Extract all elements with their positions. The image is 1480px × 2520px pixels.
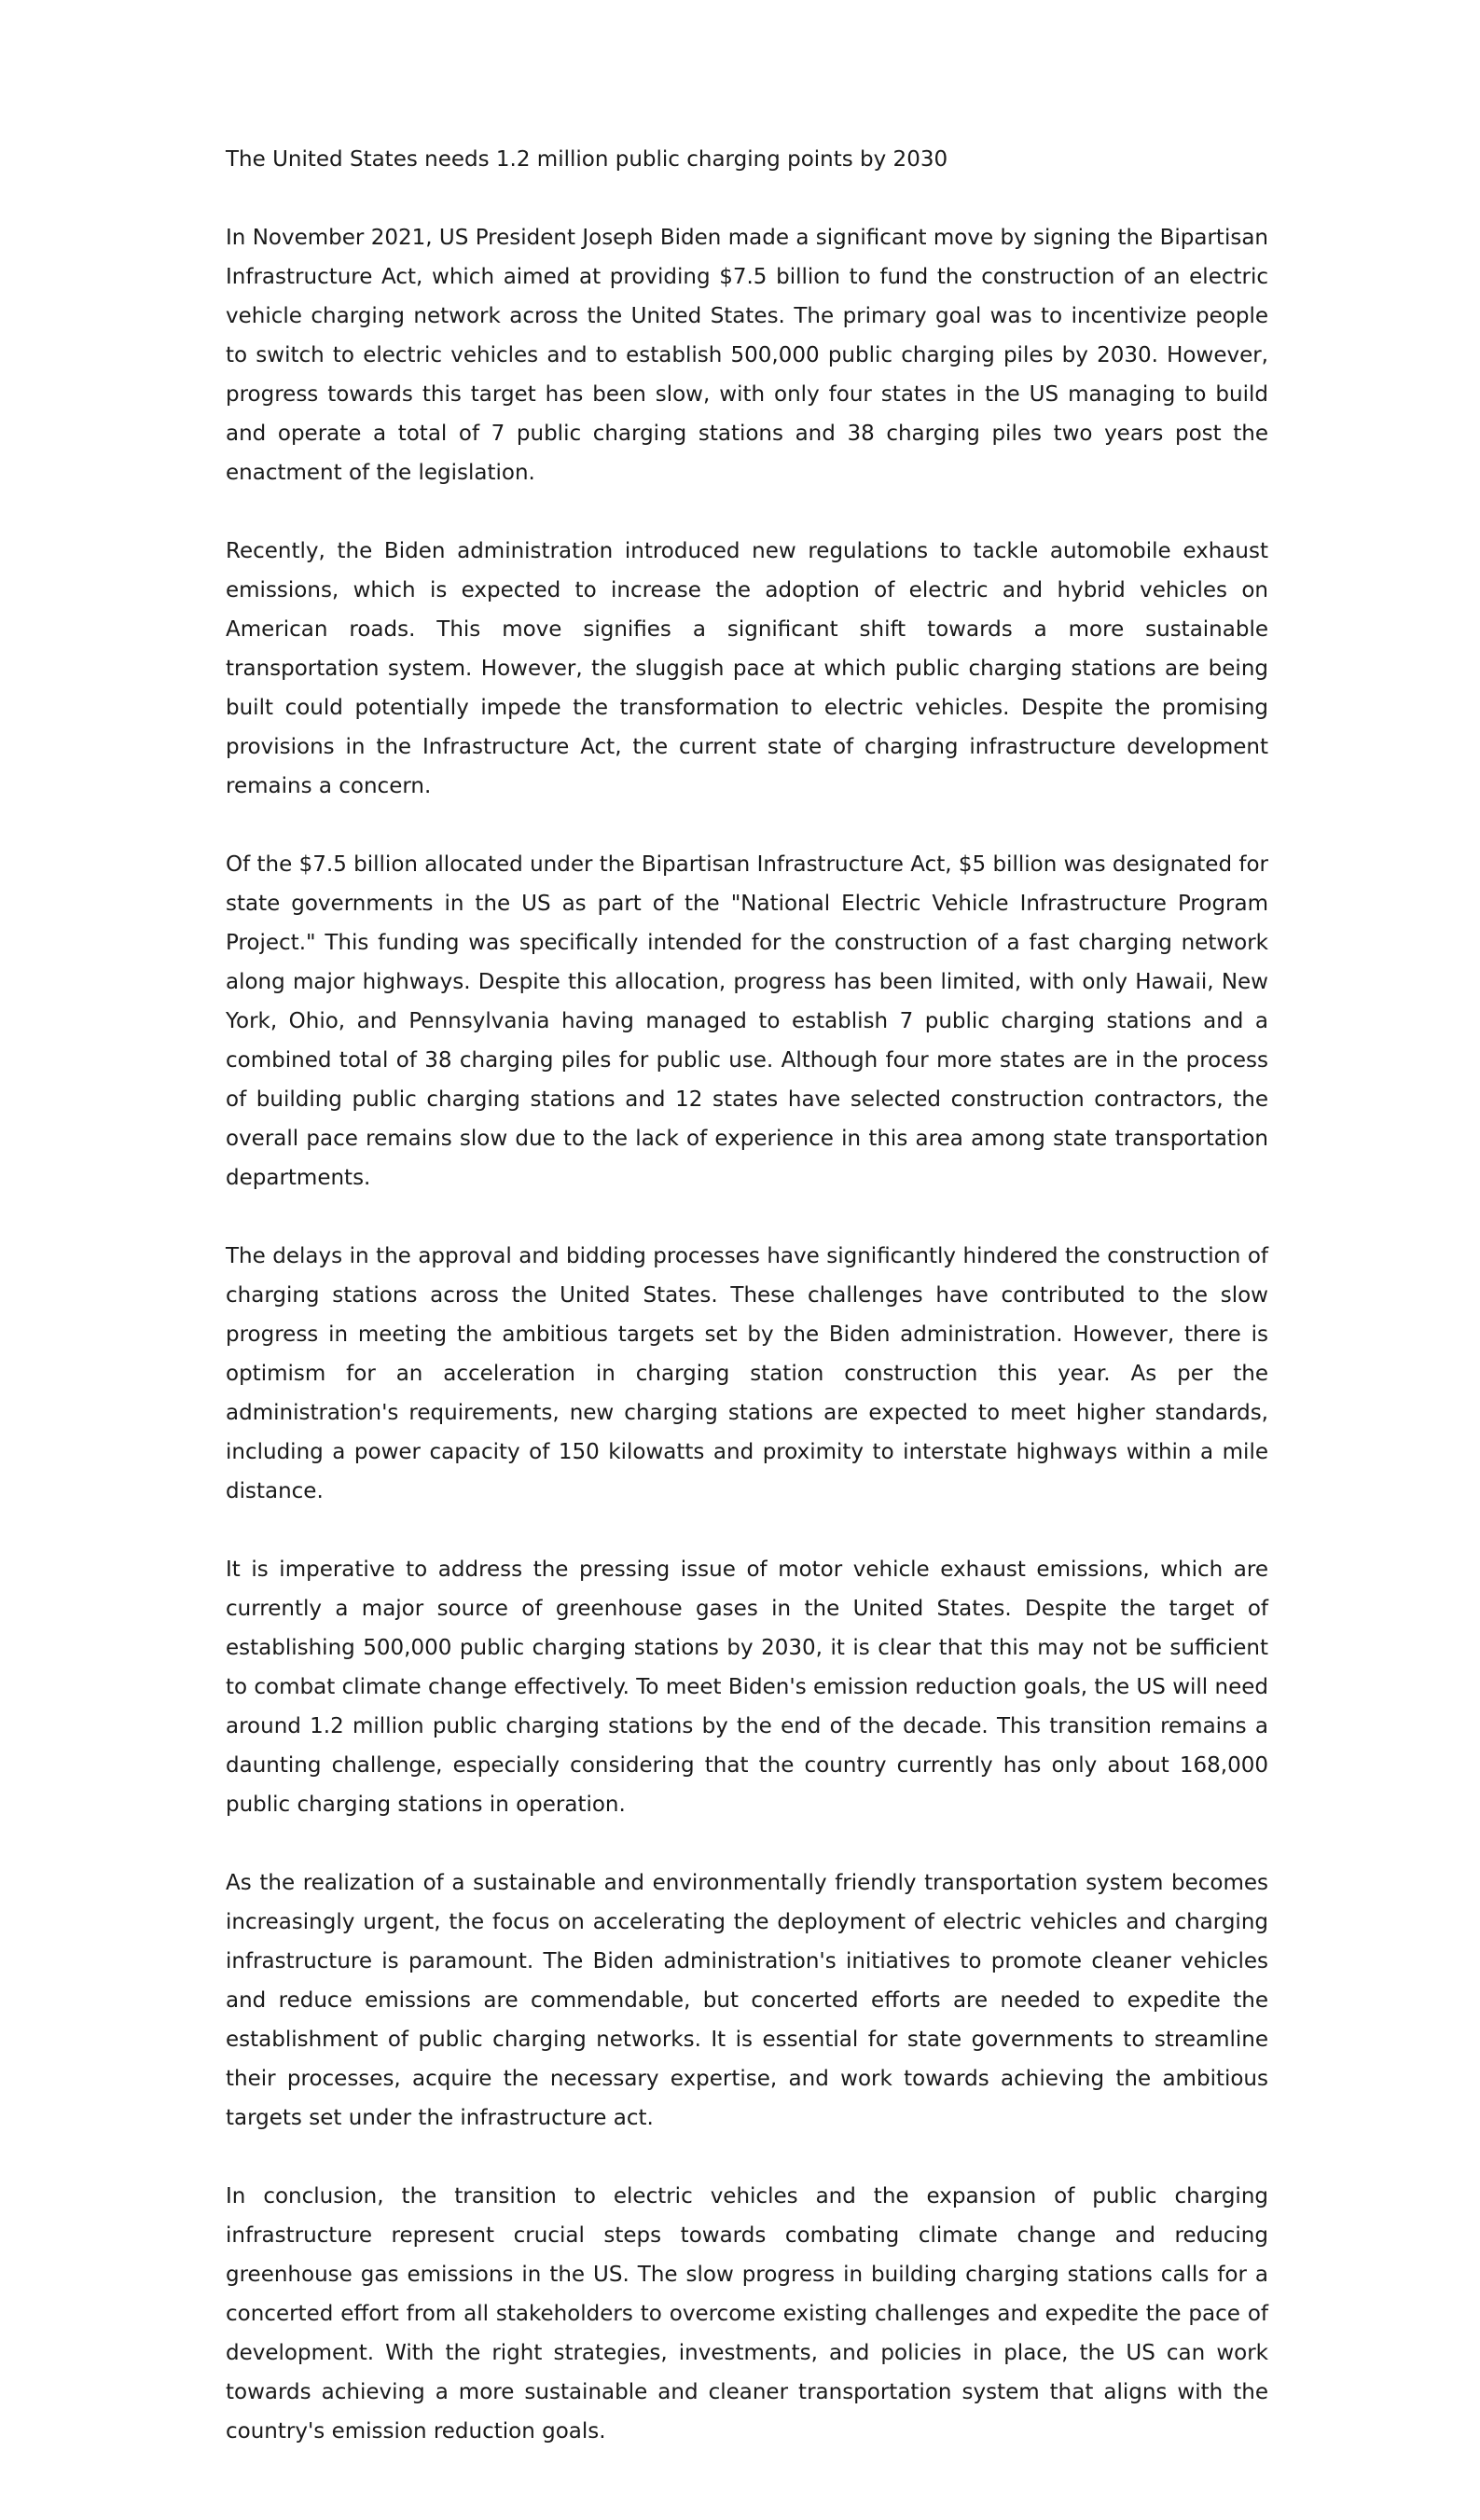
paragraph-6: As the realization of a sustainable and environmentally friendly transportation system becomes increasingly urgent, the focus on accelerating the deployment of electric vehicles and charging infrastructure is paramount. The Biden administration's initiatives to promote cleaner vehicles and reduce emissions are commendable, but concerted efforts are needed to expedite the establishment of public charging networks. It is essential for state governments to streamline their processes, acquire the necessary expertise, and work towards achieving the ambitious targets set under the infrastructure act.	[226, 1871, 1268, 2130]
document-title: The United States needs 1.2 million public charging points by 2030	[226, 147, 948, 172]
paragraph-2: Recently, the Biden administration introduced new regulations to tackle automobile exhaust emissions, which is expected to increase the adoption of electric and hybrid vehicles on American roads. This move signifies a significant shift towards a more sustainable transportation system. However, the sluggish pace at which public charging stations are being built could potentially impede the transformation to electric vehicles. Despite the promising provisions in the Infrastructure Act, the current state of charging infrastructure development remains a concern.	[226, 539, 1268, 798]
paragraph-4: The delays in the approval and bidding processes have significantly hindered the construction of charging stations across the United States. These challenges have contributed to the slow progress in meeting the ambitious targets set by the Biden administration. However, there is optimism for an acceleration in charging station construction this year. As per the administration's requirements, new charging stations are expected to meet higher standards, including a power capacity of 150 kilowatts and proximity to interstate highways within a mile distance.	[226, 1244, 1268, 1503]
paragraph-7: In conclusion, the transition to electric vehicles and the expansion of public charging infrastructure represent crucial steps towards combating climate change and reducing greenhouse gas emissions in the US. The slow progress in building charging stations calls for a concerted effort from all stakeholders to overcome existing challenges and expedite the pace of development. With the right strategies, investments, and policies in place, the US can work towards achieving a more sustainable and cleaner transportation system that aligns with the country's emission reduction goals.	[226, 2184, 1268, 2444]
paragraph-5: It is imperative to address the pressing issue of motor vehicle exhaust emissions, which are currently a major source of greenhouse gases in the United States. Despite the target of establishing 500,000 public charging stations by 2030, it is clear that this may not be sufficient to combat climate change effectively. To meet Biden's emission reduction goals, the US will need around 1.2 million public charging stations by the end of the decade. This transition remains a daunting challenge, especially considering that the country currently has only about 168,000 public charging stations in operation.	[226, 1558, 1268, 1817]
document-page	[226, 140, 1268, 2451]
paragraph-3: Of the $7.5 billion allocated under the Bipartisan Infrastructure Act, $5 billion was designated for state governments in the US as part of the "National Electric Vehicle Infrastructure Program Project." This funding was specifically intended for the construction of a fast charging network along major highways. Despite this allocation, progress has been limited, with only Hawaii, New York, Ohio, and Pennsylvania having managed to establish 7 public charging stations and a combined total of 38 charging piles for public use. Although four more states are in the process of building public charging stations and 12 states have selected construction contractors, the overall pace remains slow due to the lack of experience in this area among state transportation departments.	[226, 852, 1268, 1190]
paragraph-1: In November 2021, US President Joseph Biden made a significant move by signing the Bipartisan Infrastructure Act, which aimed at providing $7.5 billion to fund the construction of an electric vehicle charging network across the United States. The primary goal was to incentivize people to switch to electric vehicles and to establish 500,000 public charging piles by 2030. However, progress towards this target has been slow, with only four states in the US managing to build and operate a total of 7 public charging stations and 38 charging piles two years post the enactment of the legislation.	[226, 226, 1268, 485]
